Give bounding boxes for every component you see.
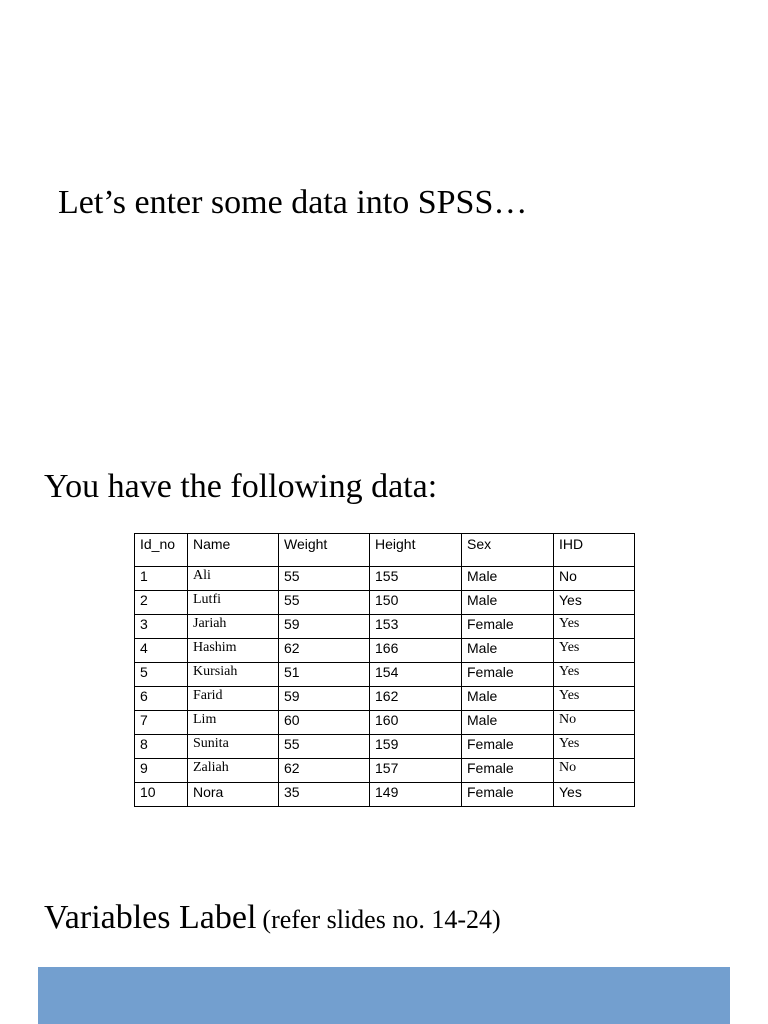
column-header-name: Name xyxy=(188,534,279,567)
cell-id-no: 2 xyxy=(135,591,188,615)
cell-sex: Female xyxy=(462,735,554,759)
cell-height: 150 xyxy=(370,591,462,615)
cell-id-no: 6 xyxy=(135,687,188,711)
cell-height: 153 xyxy=(370,615,462,639)
table-body xyxy=(135,567,635,807)
cell-ihd: Yes xyxy=(554,663,635,687)
cell-id-no: 9 xyxy=(135,759,188,783)
cell-sex: Male xyxy=(462,591,554,615)
cell-weight: 51 xyxy=(279,663,370,687)
table-row xyxy=(135,663,635,687)
cell-id-no: 4 xyxy=(135,639,188,663)
cell-ihd: Yes xyxy=(554,639,635,663)
cell-sex: Male xyxy=(462,711,554,735)
cell-ihd: Yes xyxy=(554,687,635,711)
table-row xyxy=(135,759,635,783)
cell-ihd: Yes xyxy=(554,735,635,759)
cell-sex: Male xyxy=(462,639,554,663)
cell-height: 162 xyxy=(370,687,462,711)
column-header-id-no: Id_no xyxy=(135,534,188,567)
cell-id-no: 3 xyxy=(135,615,188,639)
column-header-height: Height xyxy=(370,534,462,567)
cell-height: 159 xyxy=(370,735,462,759)
cell-id-no: 5 xyxy=(135,663,188,687)
cell-sex: Male xyxy=(462,687,554,711)
variables-label-heading xyxy=(44,898,501,941)
cell-name: Sunita xyxy=(188,735,279,759)
cell-ihd: No xyxy=(554,759,635,783)
cell-weight: 62 xyxy=(279,759,370,783)
cell-id-no: 8 xyxy=(135,735,188,759)
data-table xyxy=(134,533,635,807)
cell-name: Nora xyxy=(188,783,279,807)
cell-ihd: No xyxy=(554,567,635,591)
column-header-sex: Sex xyxy=(462,534,554,567)
footer-bar xyxy=(38,967,730,1024)
cell-height: 157 xyxy=(370,759,462,783)
cell-weight: 35 xyxy=(279,783,370,807)
cell-sex: Female xyxy=(462,663,554,687)
table-row xyxy=(135,639,635,663)
cell-weight: 60 xyxy=(279,711,370,735)
cell-ihd: Yes xyxy=(554,615,635,639)
column-header-ihd: IHD xyxy=(554,534,635,567)
cell-height: 160 xyxy=(370,711,462,735)
cell-id-no: 1 xyxy=(135,567,188,591)
cell-weight: 59 xyxy=(279,687,370,711)
cell-ihd: Yes xyxy=(554,591,635,615)
cell-height: 154 xyxy=(370,663,462,687)
cell-ihd: No xyxy=(554,711,635,735)
cell-weight: 55 xyxy=(279,735,370,759)
cell-name: Jariah xyxy=(188,615,279,639)
table-row xyxy=(135,687,635,711)
cell-weight: 62 xyxy=(279,639,370,663)
cell-sex: Female xyxy=(462,759,554,783)
cell-weight: 55 xyxy=(279,591,370,615)
cell-id-no: 7 xyxy=(135,711,188,735)
variables-label-note: (refer slides no. 14-24) xyxy=(262,905,501,934)
cell-height: 155 xyxy=(370,567,462,591)
cell-weight: 55 xyxy=(279,567,370,591)
cell-name: Lutfi xyxy=(188,591,279,615)
column-header-weight: Weight xyxy=(279,534,370,567)
table-header-row xyxy=(135,534,635,567)
cell-name: Hashim xyxy=(188,639,279,663)
table-row xyxy=(135,711,635,735)
cell-height: 149 xyxy=(370,783,462,807)
table-row xyxy=(135,615,635,639)
cell-name: Kursiah xyxy=(188,663,279,687)
cell-name: Farid xyxy=(188,687,279,711)
cell-sex: Female xyxy=(462,783,554,807)
cell-name: Lim xyxy=(188,711,279,735)
table-row xyxy=(135,591,635,615)
cell-name: Ali xyxy=(188,567,279,591)
cell-name: Zaliah xyxy=(188,759,279,783)
table-row xyxy=(135,567,635,591)
cell-id-no: 10 xyxy=(135,783,188,807)
cell-sex: Male xyxy=(462,567,554,591)
cell-sex: Female xyxy=(462,615,554,639)
cell-ihd: Yes xyxy=(554,783,635,807)
cell-height: 166 xyxy=(370,639,462,663)
variables-label-title: Variables Label xyxy=(44,899,257,936)
table-row xyxy=(135,735,635,759)
slide-title: Let’s enter some data into SPSS… xyxy=(58,184,528,221)
data-intro-heading: You have the following data: xyxy=(44,468,438,505)
table-row xyxy=(135,783,635,807)
cell-weight: 59 xyxy=(279,615,370,639)
